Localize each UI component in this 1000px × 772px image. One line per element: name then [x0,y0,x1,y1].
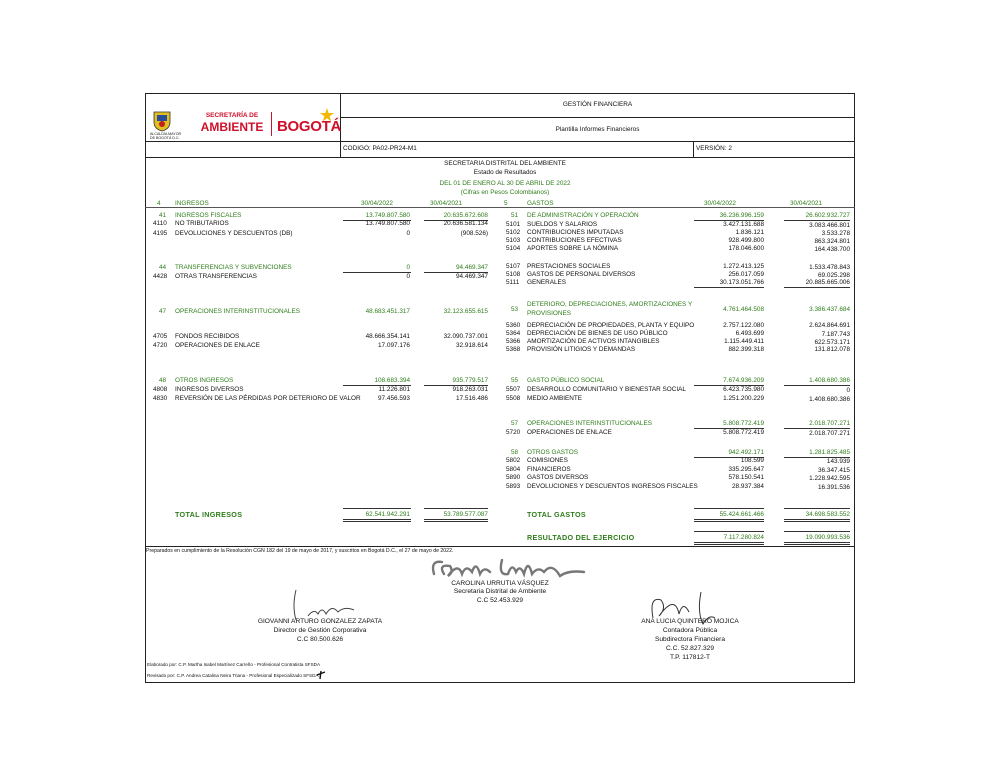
gasto-row-label: GASTOS DIVERSOS [527,474,589,481]
gasto-row-label: GASTOS DE PERSONAL DIVERSOS [527,271,636,278]
ingreso-row-2022: 13.749.807.580 [365,212,410,219]
ingreso-row-code: 4720 [153,342,168,349]
ingreso-row-2021: 32.918.614 [456,342,488,349]
gasto-row-code: 5893 [506,483,521,490]
ingresos-header: INGRESOS [175,200,209,207]
gasto-row-label: GENERALES [527,279,567,286]
gasto-row-label: DESARROLLO COMUNITARIO Y BIENESTAR SOCIAL [527,386,686,393]
gasto-row-label: PROVISIÓN LITIGIOS Y DEMANDAS [527,346,636,353]
gasto-row-code: 53 [511,306,519,313]
signer1-role: Secretaria Distrital de Ambiente [453,588,547,595]
gasto-row-2022: 1.115.449.411 [724,338,764,345]
ingreso-row-code: 48 [159,377,167,384]
ingreso-row-code: 4830 [153,395,168,402]
document-code: CODIGO: PA02-PR24-M1 [343,145,417,152]
gasto-row-2021: 1.228.942.595 [809,475,850,482]
total-rule [784,531,850,532]
gasto-row-label: DEPRECIACIÓN DE PROPIEDADES, PLANTA Y EQUIPO [527,322,695,329]
gasto-row-code: 5111 [506,279,520,286]
gasto-row-2021: 2.018.707.271 [809,430,850,437]
signer2-id: C.C 80.500.626 [296,636,344,643]
total-double-rule [343,519,411,522]
ingreso-row-label: REVERSIÓN DE LAS PÉRDIDAS POR DETERIORO DE VALOR [175,395,361,402]
gasto-row-2022: 6.493.699 [735,330,764,337]
gasto-row-label-cont: PROVISIONES [527,310,572,317]
gasto-row-2021: 2.624.864.691 [809,322,850,329]
gasto-row-2021: 7.187.743 [821,331,850,338]
total-rule [694,531,764,532]
gasto-row-code: 5890 [506,474,521,481]
total-ingresos-label: TOTAL INGRESOS [175,510,243,519]
gasto-row-2021: 36.347.415 [818,467,850,474]
signer3-role: Contadora Pública [662,627,718,634]
ingreso-row-2021: 935.779.517 [452,377,488,384]
header-subtitle: Plantilla Informes Financieros [555,126,640,133]
subtotal-rule [784,287,850,288]
ingreso-row-2021: 17.516.486 [456,395,488,402]
legal-note: Preparados en cumplimiento de la Resolución CGN 182 del 19 de mayo de 2017, y suscritos en Bogotá D.C., el 27 de mayo de 2022. [146,548,454,554]
gastos-col1-date: 30/04/2022 [704,200,736,207]
ingreso-row-2021: 918.263.031 [452,386,488,393]
ingreso-row-2022: 108.683.394 [374,377,410,384]
resultado-2022: 7.117.280.824 [723,534,764,541]
total-ingresos-2022: 62.541.942.291 [365,511,410,518]
gasto-row-code: 55 [511,377,519,384]
gasto-row-label: CONTRIBUCIONES EFECTIVAS [527,237,622,244]
gasto-row-2022: 335.295.647 [728,466,764,473]
gasto-row-2022: 6.423.735.980 [723,386,764,393]
section-divider [145,546,855,547]
total-double-rule [424,519,488,522]
ingreso-row-2022: 0 [406,230,410,237]
gasto-row-2022: 942.492.171 [728,449,764,456]
gasto-row-2021: 2.018.707.271 [809,420,850,427]
signature-giovanni [280,586,370,622]
gasto-row-2021: 1.408.680.386 [809,377,850,384]
signer2-name: GIOVANNI ARTURO GONZALEZ ZAPATA [257,618,383,625]
ingreso-row-code: 4808 [153,386,168,393]
gasto-row-2022: 28.937.384 [732,483,764,490]
logo-separator [271,112,272,136]
gasto-row-code: 5366 [506,338,521,345]
total-rule [424,508,488,509]
ingreso-row-label: DEVOLUCIONES Y DESCUENTOS (DB) [175,230,293,237]
total-gastos-label: TOTAL GASTOS [527,510,586,519]
ingreso-row-2021: 94.469.347 [456,264,488,271]
ingreso-row-code: 4705 [153,333,168,340]
gasto-row-2021: 20.885.665.006 [805,279,850,286]
gasto-row-2021: 0 [846,387,850,394]
signer1-name: CAROLINA URRUTIA VÁSQUEZ [451,580,549,587]
ingreso-row-2021: 20.635.672.608 [443,212,488,219]
ingreso-row-label: NO TRIBUTARIOS [175,220,229,227]
gastos-col2-date: 30/04/2021 [790,200,822,207]
gasto-row-code: 5507 [506,386,521,393]
ingreso-row-2021: 32.090.737.001 [443,333,488,340]
gasto-row-code: 5107 [506,263,521,270]
currency-note: (Cifras en Pesos Colombianos) [460,189,550,196]
gasto-row-2021: 26.602.932.727 [805,212,850,219]
gasto-row-code: 51 [511,212,519,219]
total-double-rule [784,519,850,522]
gasto-row-code: 5802 [506,457,521,464]
gasto-row-2022: 2.757.122.080 [723,322,764,329]
gasto-row-label: OTROS GASTOS [527,449,579,456]
gasto-row-code: 5720 [506,429,521,436]
total-ingresos-2021: 53.789.577.087 [443,511,488,518]
gasto-row-code: 5804 [506,466,521,473]
gasto-row-2022: 1.836.121 [735,229,764,236]
header-divider [145,141,855,142]
elaborado-por: Elaborado por: C.P. Martha Isabel Martínez Carreño - Profesional Contratista SFSDA [147,662,321,667]
ingreso-row-2022: 11.226.801 [378,386,410,393]
ingreso-row-2022: 0 [406,273,410,280]
header-divider [145,157,855,158]
gastos-header: GASTOS [527,200,554,207]
revisado-por: Revisado por: C.P. Andrea Catalina Neira Triana - Profesional Especializado SFSDA [147,673,319,678]
gasto-row-2021: 131.812.078 [814,346,850,353]
header-divider [693,141,694,157]
logo-secretaria-text: SECRETARÍA DE [205,112,259,119]
ingreso-row-code: 44 [159,264,167,271]
gasto-row-label: PRESTACIONES SOCIALES [527,263,611,270]
total-rule [343,508,411,509]
gasto-row-2021: 164.438.700 [814,246,850,253]
column-header-rule [145,207,855,208]
signer2-role: Director de Gestión Corporativa [273,627,367,634]
ingreso-row-2021: (908.526) [460,230,488,237]
ingreso-row-code: 47 [159,308,167,315]
statement-name: Estado de Resultados [473,169,537,176]
total-double-rule [784,542,850,545]
gasto-row-2021: 1.408.680.386 [809,396,850,403]
entity-name: SECRETARIA DISTRITAL DEL AMBIENTE [444,160,566,167]
ingreso-row-2021: 20.636.581.134 [443,220,488,227]
gasto-row-code: 58 [511,449,519,456]
gasto-row-2021: 3.533.278 [821,230,850,237]
subtotal-rule [694,287,764,288]
total-double-rule [694,519,764,522]
ingreso-row-2022: 48.666.354.141 [365,333,410,340]
gasto-row-code: 5101 [506,221,521,228]
ingreso-row-label: OPERACIONES DE ENLACE [175,342,260,349]
gasto-row-label: GASTO PÚBLICO SOCIAL [527,377,605,384]
gasto-row-2022: 3.427.131.688 [723,221,764,228]
total-rule [784,508,850,509]
gasto-row-label: MEDIO AMBIENTE [527,395,583,402]
subtotal-rule [784,220,850,221]
signer3-role2: Subdirectora Financiera [654,636,725,643]
resultado-2021: 19.090.993.536 [805,534,850,541]
gasto-row-2022: 4.761.464.508 [723,306,764,313]
gasto-row-2021: 3.083.466.801 [809,222,850,229]
gasto-row-label: APORTES SOBRE LA NÓMINA [527,245,619,252]
gasto-row-2021: 1.533.478.843 [809,264,850,271]
gasto-row-2022: 928.499.800 [728,237,764,244]
ingreso-row-label: INGRESOS FISCALES [175,212,242,219]
gasto-row-code: 5102 [506,229,521,236]
gasto-row-label: FINANCIEROS [527,466,571,473]
gasto-row-2021: 16.391.536 [818,484,850,491]
logo [150,108,342,140]
gasto-row-2022: 882.399.318 [728,346,764,353]
ingresos-col1-date: 30/04/2022 [361,200,393,207]
ingreso-row-2022: 13.749.807.580 [365,220,410,227]
ingreso-row-code: 4195 [153,230,168,237]
ingreso-row-code: 41 [159,212,167,219]
resultado-label: RESULTADO DEL EJERCICIO [527,533,635,542]
gasto-row-label: CONTRIBUCIONES IMPUTADAS [527,229,624,236]
ingreso-row-label: OTROS INGRESOS [175,377,234,384]
ingreso-row-2022: 48.683.451.317 [365,308,410,315]
gasto-row-code: 5103 [506,237,521,244]
gasto-row-2022: 178.046.600 [728,245,764,252]
gasto-row-code: 5368 [506,346,521,353]
gasto-row-2021: 143.939 [826,458,850,465]
logo-alcaldia-text: ALCALDÍA MAYOR DE BOGOTÁ D.C. [150,132,182,140]
gastos-code: 5 [504,200,508,207]
initials-mark-icon [316,670,326,680]
gasto-row-code: 5104 [506,245,521,252]
gasto-row-label: OPERACIONES INTERINSTITUCIONALES [527,420,652,427]
ingreso-row-code: 4110 [153,220,167,227]
signer3-name: ANA LUCIA QUINTERO MOJICA [641,618,739,625]
signer3-id: C.C. 52.827.329 [665,645,715,652]
star-icon [320,108,334,122]
ingreso-row-2021: 32.123.655.615 [443,308,488,315]
gasto-row-label: COMISIONES [527,457,568,464]
gasto-row-2022: 578.150.541 [728,474,764,481]
ingreso-row-label: FONDOS RECIBIDOS [175,333,240,340]
logo-ambiente-text: AMBIENTE [200,120,264,134]
gasto-row-label: OPERACIONES DE ENLACE [527,429,612,436]
gasto-row-code: 5108 [506,271,521,278]
gasto-row-2021: 1.281.825.485 [809,449,850,456]
gasto-row-code: 5364 [506,330,521,337]
total-gastos-2022: 55.424.661.466 [719,511,764,518]
subtotal-rule [784,385,850,386]
total-double-rule [694,542,764,545]
logo-bogota-text: BOGOTÁ [277,118,342,135]
gasto-row-2022: 5.808.772.419 [723,429,764,436]
gasto-row-2022: 7.674.936.209 [723,377,764,384]
gasto-row-label: DETERIORO, DEPRECIACIONES, AMORTIZACIONES Y [527,301,693,308]
gasto-row-2021: 863.324.801 [814,238,850,245]
ingreso-row-label: INGRESOS DIVERSOS [175,386,244,393]
gasto-row-2022: 108.599 [740,457,764,464]
gasto-row-2022: 256.017.059 [728,271,764,278]
document-version: VERSIÓN: 2 [696,145,732,152]
header-title: GESTIÓN FINANCIERA [562,101,633,108]
coat-of-arms-icon [152,110,172,132]
ingresos-code: 4 [157,200,161,207]
gasto-row-label: DE ADMINISTRACIÓN Y OPERACIÓN [527,212,639,219]
gasto-row-2022: 30.173.051.766 [719,279,764,286]
ingreso-row-2021: 94.469.347 [456,273,488,280]
gasto-row-label: DEVOLUCIONES Y DESCUENTOS INGRESOS FISCALES [527,483,698,490]
ingreso-row-2022: 97.456.593 [378,395,410,402]
ingreso-row-2022: 0 [406,264,410,271]
subtotal-rule [784,428,850,429]
period: DEL 01 DE ENERO AL 30 DE ABRIL DE 2022 [439,180,571,187]
ingreso-row-label: TRANSFERENCIAS Y SUBVENCIONES [175,264,292,271]
gasto-row-code: 57 [511,420,519,427]
gasto-row-2022: 5.808.772.419 [723,420,764,427]
gasto-row-label: AMORTIZACIÓN DE ACTIVOS INTANGIBLES [527,338,660,345]
ingresos-col2-date: 30/04/2021 [430,200,462,207]
gasto-row-2021: 3.386.437.684 [809,306,850,313]
gasto-row-2021: 622.573.171 [814,339,850,346]
total-rule [694,508,764,509]
header-divider [340,117,855,118]
gasto-row-2021: 69.025.298 [818,272,850,279]
gasto-row-label: DEPRECIACIÓN DE BIENES DE USO PÚBLICO [527,330,668,337]
gasto-row-2022: 1.251.200.229 [723,395,764,402]
gasto-row-2022: 36.236.996.159 [719,212,764,219]
gasto-row-label: SUELDOS Y SALARIOS [527,221,598,228]
signer3-tp: T.P. 117812-T [669,654,711,661]
ingreso-row-2022: 17.097.176 [378,342,410,349]
ingreso-row-label: OTRAS TRANSFERENCIAS [175,273,257,280]
gasto-row-code: 5508 [506,395,521,402]
total-gastos-2021: 34.698.583.552 [805,511,850,518]
ingreso-row-code: 4428 [153,273,168,280]
gasto-row-code: 5360 [506,322,521,329]
ingreso-row-label: OPERACIONES INTERINSTITUCIONALES [175,308,300,315]
gasto-row-2022: 1.272.413.125 [723,263,764,270]
signer1-id: C.C 52.453.929 [476,597,524,604]
